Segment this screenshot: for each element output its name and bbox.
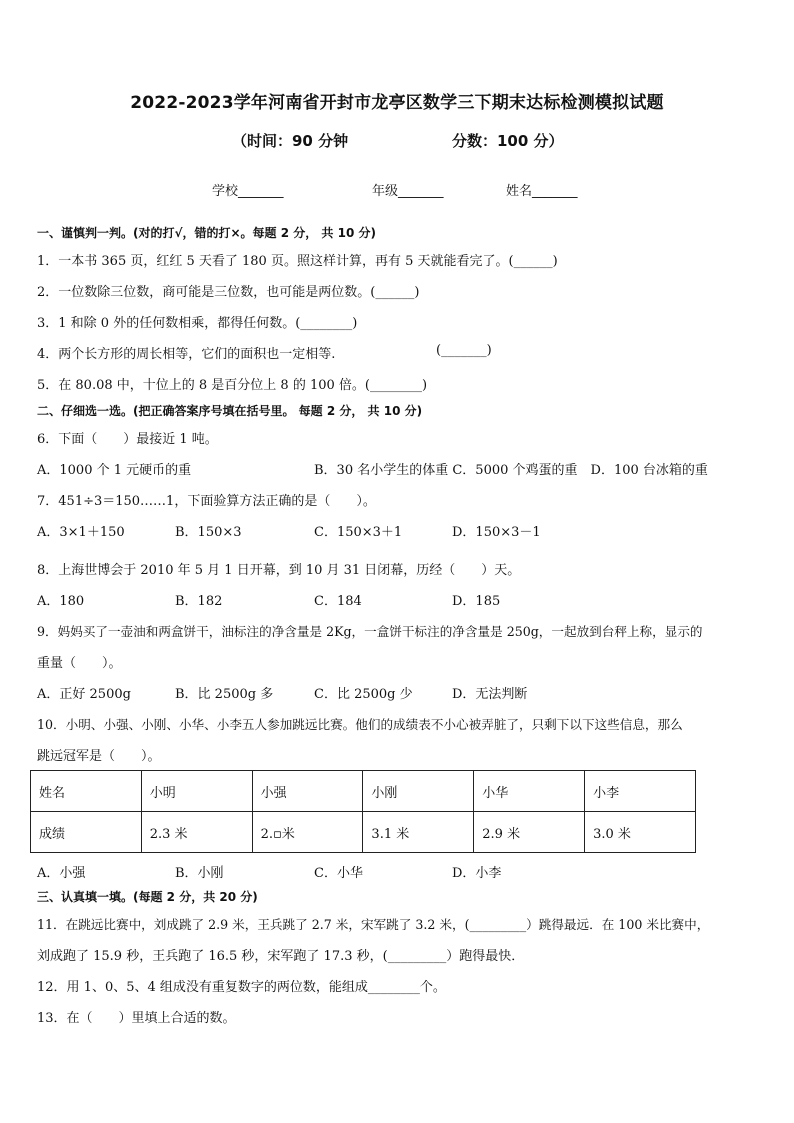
exam-time: （时间：90 分钟	[232, 132, 349, 150]
option-b: B．182	[175, 594, 223, 609]
question-7: 7．451÷3＝150……1，下面验算方法正确的是（ ）。	[37, 494, 376, 509]
table-cell: 小刚	[363, 771, 474, 812]
question-11-line-1: 11．在跳远比赛中，刘成跳了 2.9 米，王兵跳了 2.7 米，宋军跳了 3.2 米，(_________）跳得最远．在 100 米比赛中，	[37, 917, 710, 932]
question-12: 12．用 1、0、5、4 组成没有重复数字的两位数，能组成________个。	[37, 980, 446, 995]
option-c: C．小华	[314, 866, 363, 881]
option-bcd: B．30 名小学生的体重 C．5000 个鸡蛋的重 D．100 台冰箱的重	[314, 463, 708, 478]
question-8: 8．上海世博会于 2010 年 5 月 1 日开幕，到 10 月 31 日闭幕，历经（ ）天。	[37, 563, 521, 578]
exam-score: 分数：100 分）	[452, 132, 564, 150]
question-5: 5．在 80.08 中，十位上的 8 是百分位上 8 的 100 倍。(________)	[37, 378, 428, 393]
table-cell: 小华	[474, 771, 585, 812]
option-a: A．正好 2500g	[37, 687, 131, 702]
option-d: D．无法判断	[452, 687, 528, 702]
section-heading: 三、认真填一填。(每题 2 分，共 20 分)	[37, 890, 258, 904]
question-3: 3．1 和除 0 外的任何数相乘，都得任何数。(________)	[37, 316, 358, 331]
question-4: 4．两个长方形的周长相等，它们的面积也一定相等.	[37, 347, 336, 362]
table-cell: 2.▫米	[252, 812, 363, 853]
section-heading: 一、谨慎判一判。(对的打√，错的打×。每题 2 分， 共 10 分)	[37, 226, 376, 240]
page-title: 2022-2023学年河南省开封市龙亭区数学三下期末达标检测模拟试题	[130, 93, 664, 113]
school-field: 学校_______	[212, 184, 284, 199]
question-9-line-2: 重量（ ）。	[37, 656, 122, 671]
question-2: 2．一位数除三位数，商可能是三位数，也可能是两位数。(______)	[37, 285, 420, 300]
table-header-row	[31, 771, 696, 812]
option-c: C．184	[314, 594, 362, 609]
option-d: D．150×3－1	[452, 525, 541, 540]
option-a: A．180	[37, 594, 85, 609]
option-d: D．185	[452, 594, 501, 609]
table-row	[31, 812, 696, 853]
table-cell: 3.1 米	[363, 812, 474, 853]
option-c: C．150×3＋1	[314, 525, 403, 540]
question-6: 6．下面（ ）最接近 1 吨。	[37, 432, 218, 447]
table-cell: 小明	[141, 771, 252, 812]
question-13: 13．在（ ）里填上合适的数。	[37, 1011, 236, 1026]
question-4-blank: (_______)	[436, 343, 492, 358]
question-1: 1．一本书 365 页，红红 5 天看了 180 页。照这样计算，再有 5 天就能看完了。(______)	[37, 254, 558, 269]
option-a: A．3×1＋150	[37, 525, 125, 540]
scores-table	[30, 770, 696, 853]
option-b: B．小刚	[175, 866, 224, 881]
question-10-line-1: 10．小明、小强、小刚、小华、小李五人参加跳远比赛。他们的成绩表不小心被弄脏了，只剩下以下这些信息，那么	[37, 717, 683, 732]
table-cell: 姓名	[31, 771, 142, 812]
table-cell: 小强	[252, 771, 363, 812]
question-9-line-1: 9．妈妈买了一壶油和两盒饼干，油标注的净含量是 2Kg，一盒饼干标注的净含量是 250g，一起放到台秤上称，显示的	[37, 624, 703, 639]
name-field: 姓名_______	[506, 184, 578, 199]
table-cell: 成绩	[31, 812, 142, 853]
option-c: C．比 2500g 少	[314, 687, 413, 702]
option-d: D．小李	[452, 866, 502, 881]
question-11-line-2: 刘成跑了 15.9 秒，王兵跑了 16.5 秒，宋军跑了 17.3 秒，(_________）跑得最快．	[37, 949, 525, 964]
table-cell: 小李	[585, 771, 696, 812]
grade-field: 年级_______	[372, 184, 444, 199]
option-b: B．比 2500g 多	[175, 687, 274, 702]
option-b: B．150×3	[175, 525, 242, 540]
table-cell: 2.3 米	[141, 812, 252, 853]
option-a: A．小强	[37, 866, 86, 881]
table-cell: 2.9 米	[474, 812, 585, 853]
question-10-line-2: 跳远冠军是（ ）。	[37, 749, 161, 764]
option-a: A．1000 个 1 元硬币的重	[37, 463, 192, 478]
section-heading: 二、仔细选一选。(把正确答案序号填在括号里。 每题 2 分， 共 10 分)	[37, 404, 423, 418]
table-cell: 3.0 米	[585, 812, 696, 853]
